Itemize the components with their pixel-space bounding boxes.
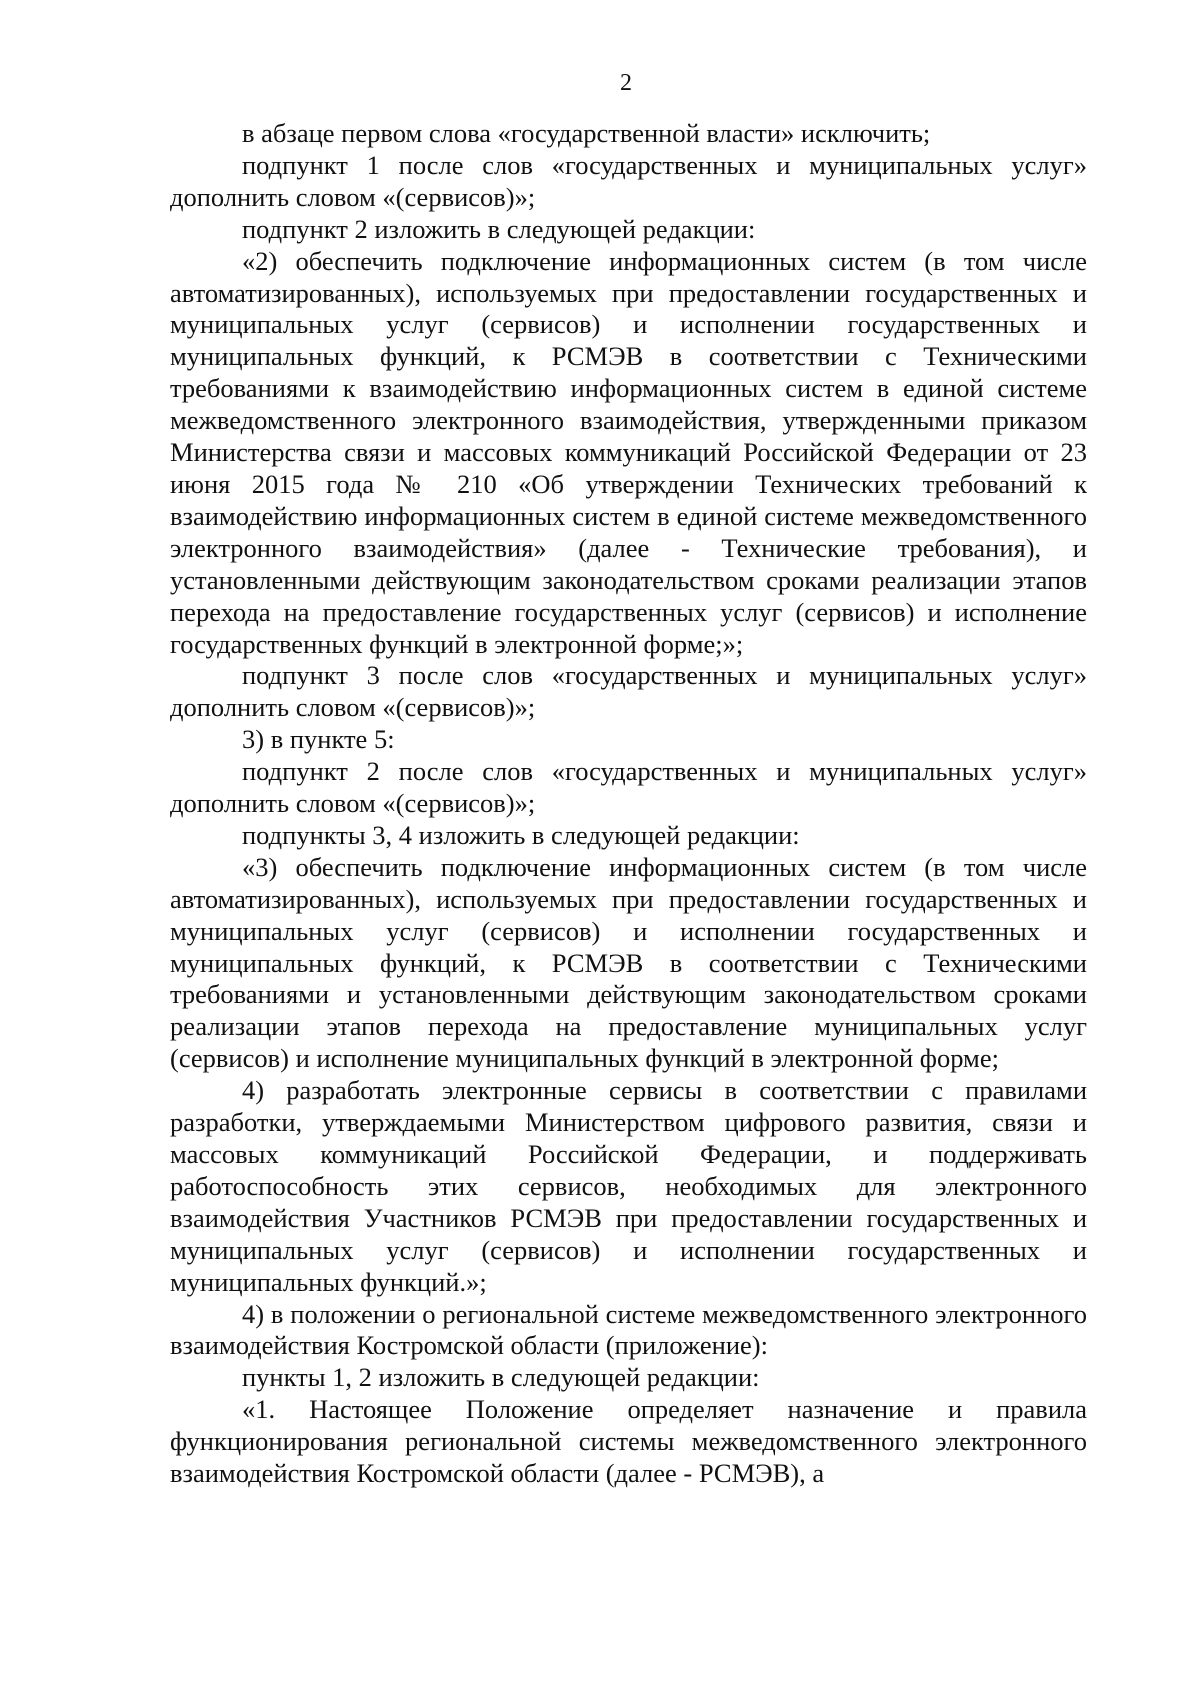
paragraph-8: подпункты 3, 4 изложить в следующей редакции:	[242, 819, 800, 850]
document-body	[170, 118, 1087, 1490]
paragraph-12: пункты 1, 2 изложить в следующей редакции:	[242, 1362, 760, 1393]
paragraph-1: в абзаце первом слова «государственной власти» исключить;	[242, 118, 931, 148]
paragraph-5: подпункт 3 после слов «государственных и муниципальных услуг» дополнить словом «(сервисов)»;	[170, 660, 1087, 723]
paragraph-4: «2) обеспечить подключение информационных систем (в том числе автоматизированных), используемых при предоставлении государственных и муниципальных услуг (сервисов) и исполнении государственных и муниципальных функций, к РСМЭВ в соответствии с Техническими требованиями к взаимодействию информационных систем в единой системе межведомственного электронного взаимодействия, утвержденными приказом Министерства связи и массовых коммуникаций Российской Федерации от 23 июня 2015 года № 210 «Об утверждении Технических требований к взаимодействию информационных систем в единой системе межведомственного электронного взаимодействия» (далее - Технические требования), и установленными действующим законодательством сроками реализации этапов перехода на предоставление государственных услуг (сервисов) и исполнение государственных функций в электронной форме;»;	[170, 245, 1087, 659]
paragraph-6: 3) в пункте 5:	[242, 724, 395, 755]
paragraph-9: «3) обеспечить подключение информационных систем (в том числе автоматизированных), используемых при предоставлении государственных и муниципальных услуг (сервисов) и исполнении государственных и муниципальных функций, к РСМЭВ в соответствии с Техническими требованиями и установленными действующим законодательством сроками реализации этапов перехода на предоставление муниципальных услуг (сервисов) и исполнение муниципальных функций в электронной форме;	[170, 851, 1087, 1074]
paragraph-10: 4) разработать электронные сервисы в соответствии с правилами разработки, утверждаемыми Министерством цифрового развития, связи и массовых коммуникаций Российской Федерации, и поддерживать работоспособность этих сервисов, необходимых для электронного взаимодействия Участников РСМЭВ при предоставлении государственных и муниципальных услуг (сервисов) и исполнении государственных и муниципальных функций.»;	[170, 1075, 1087, 1297]
paragraph-7: подпункт 2 после слов «государственных и муниципальных услуг» дополнить словом «(сервисов)»;	[170, 756, 1087, 819]
paragraph-13: «1. Настоящее Положение определяет назначение и правила функционирования региональной системы межведомственного электронного взаимодействия Костромской области (далее - РСМЭВ), а	[170, 1394, 1087, 1489]
page-number: 2	[620, 70, 632, 96]
paragraph-3: подпункт 2 изложить в следующей редакции:	[242, 213, 756, 244]
paragraph-2: подпункт 1 после слов «государственных и муниципальных услуг» дополнить словом «(сервисов)»;	[170, 149, 1087, 212]
paragraph-11: 4) в положении о региональной системе межведомственного электронного взаимодействия Костромской области (приложение):	[170, 1298, 1087, 1361]
